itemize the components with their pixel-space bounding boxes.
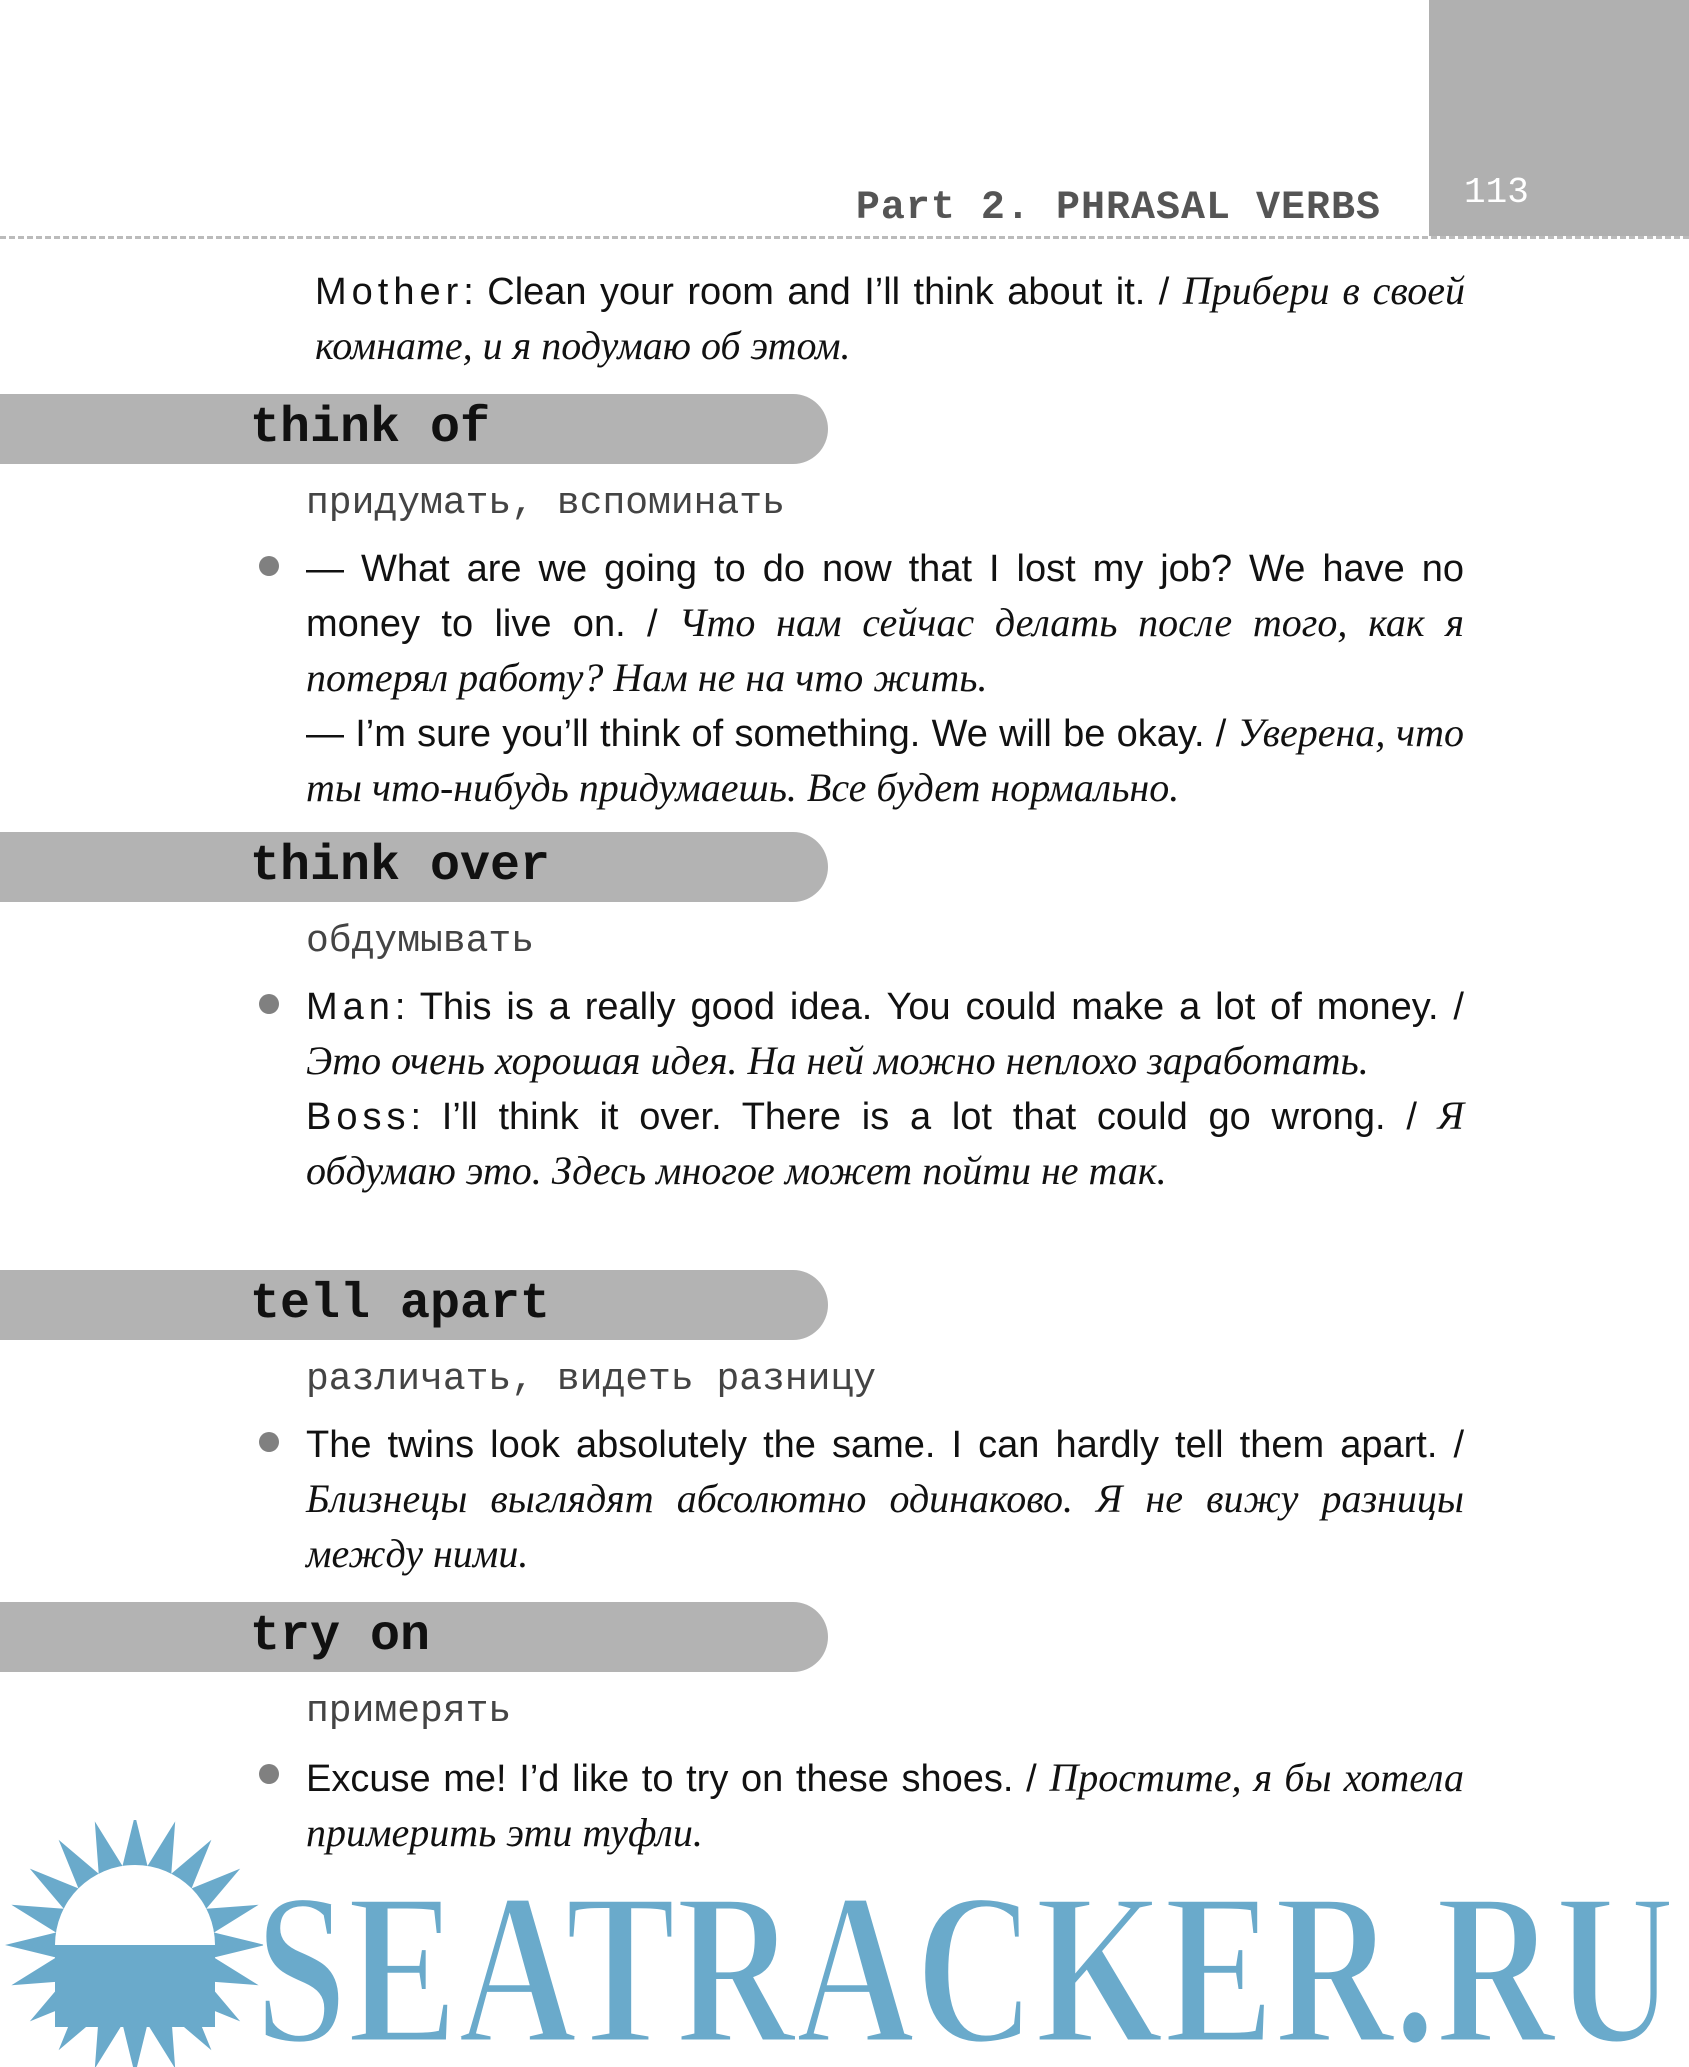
russian-translation: Близнецы выглядят абсолютно одинаково. Я не вижу разницы между ними.	[306, 1476, 1464, 1576]
watermark-logo	[0, 1820, 1689, 2067]
example-paragraph	[306, 1419, 1464, 1582]
russian-translation: Прибери в своей комнате, и я подумаю об этом.	[315, 268, 1465, 368]
entry-header-tell-apart	[0, 1270, 828, 1340]
entry-translation: примерять	[306, 1690, 512, 1733]
phrasal-verb-term: think of	[250, 400, 491, 457]
bullet-icon	[259, 1764, 279, 1784]
entry-header-think-over	[0, 832, 828, 902]
english-text: : Clean your room and I’ll think about it. /	[463, 271, 1183, 313]
russian-translation: Простите, я бы хотела примерить эти туфли.	[306, 1755, 1464, 1855]
english-text: — I’m sure you’ll think of something. We will be okay. /	[306, 713, 1238, 755]
page-number: 113	[1464, 172, 1529, 213]
bullet-icon	[259, 1432, 279, 1452]
intro-paragraph	[315, 264, 1465, 374]
english-text: Excuse me! I’d like to try on these shoes. /	[306, 1758, 1050, 1800]
entry-header-try-on	[0, 1602, 828, 1672]
example-paragraph	[306, 981, 1464, 1199]
english-text: : This is a really good idea. You could make a lot of money. /	[394, 986, 1464, 1028]
example-paragraph	[306, 543, 1464, 816]
speaker-label: Mother	[315, 271, 464, 313]
entry-header-think-of	[0, 394, 828, 464]
bullet-icon	[259, 556, 279, 576]
watermark-text: SEATRACKER.RU	[255, 1849, 1675, 2067]
russian-translation: Это очень хорошая идея. На ней можно неплохо заработать.	[306, 1038, 1369, 1083]
speaker-label: Boss	[306, 1096, 411, 1138]
sun-icon	[5, 1820, 265, 2067]
english-text: The twins look absolutely the same. I can hardly tell them apart. /	[306, 1424, 1464, 1466]
entry-translation: различать, видеть разницу	[306, 1358, 877, 1401]
russian-translation: Что нам сейчас делать после того, как я потерял работу? Нам не на что жить.	[306, 600, 1465, 700]
speaker-label: Man	[306, 986, 395, 1028]
english-text: — What are we going to do now that I lost my job? We have no money to live on. /	[306, 548, 1464, 645]
phrasal-verb-term: try on	[250, 1608, 431, 1665]
entry-translation: обдумывать	[306, 920, 535, 963]
russian-translation: Уверена, что ты что-нибудь придумаешь. Все будет нормально.	[306, 710, 1464, 810]
bullet-icon	[259, 994, 279, 1014]
phrasal-verb-term: think over	[250, 838, 551, 895]
russian-translation: Я обдумаю это. Здесь многое может пойти не так.	[306, 1093, 1464, 1193]
running-head: Part 2. PHRASAL VERBS	[855, 186, 1381, 231]
entry-translation: придумать, вспоминать	[306, 482, 785, 525]
header-divider	[0, 236, 1689, 239]
phrasal-verb-term: tell apart	[250, 1276, 551, 1333]
english-text: : I’ll think it over. There is a lot that could go wrong. /	[410, 1096, 1438, 1138]
